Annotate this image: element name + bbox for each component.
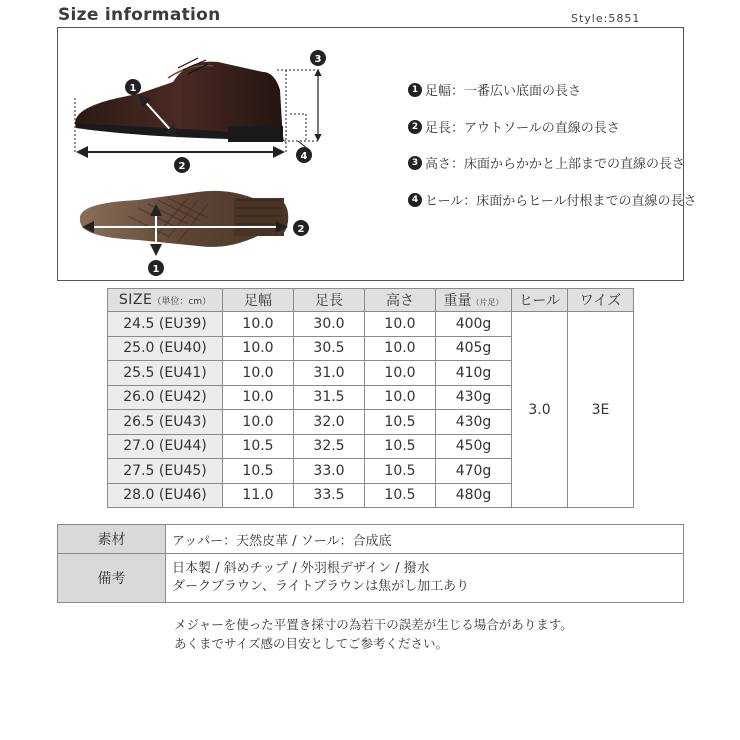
svg-text:1: 1 <box>152 264 160 275</box>
header-length: 足長 <box>294 289 365 312</box>
header-height: 高さ <box>365 289 436 312</box>
size-cell: 27.5 (EU45) <box>108 459 223 484</box>
length-cell: 33.5 <box>294 483 365 508</box>
legend-item-width: 1 足幅：一番広い底面の長さ <box>408 80 581 99</box>
footnote-line-1: メジャーを使った平置き採寸の為若干の誤差が生じる場合があります。 <box>174 617 573 632</box>
measurement-footnote <box>174 615 573 653</box>
shoe-side-view <box>75 58 284 142</box>
width-cell: 10.0 <box>223 385 294 410</box>
weight-cell: 405g <box>436 336 512 361</box>
length-cell: 30.5 <box>294 336 365 361</box>
height-cell: 10.5 <box>365 434 436 459</box>
footnote-line-2: あくまでサイズ感の目安としてご参考ください。 <box>174 636 449 651</box>
marker-2-side <box>174 157 190 173</box>
page-title: Size information <box>58 5 221 25</box>
legend-item-length: 2 足長：アウトソールの直線の長さ <box>408 117 620 136</box>
height-cell: 10.5 <box>365 459 436 484</box>
weight-cell: 480g <box>436 483 512 508</box>
size-cell: 24.5 (EU39) <box>108 312 223 337</box>
heel-cell: 3.0 <box>512 312 568 508</box>
length-cell: 31.0 <box>294 361 365 386</box>
length-cell: 32.0 <box>294 410 365 435</box>
style-code: Style:5851 <box>571 12 641 25</box>
size-cell: 25.5 (EU41) <box>108 361 223 386</box>
width-cell: 10.0 <box>223 312 294 337</box>
material-row <box>58 525 684 554</box>
marker-1-side <box>125 79 141 95</box>
width-cell: 11.0 <box>223 483 294 508</box>
size-cell: 27.0 (EU44) <box>108 434 223 459</box>
material-value: アッパー：天然皮革 / ソール：合成底 <box>166 525 684 554</box>
width-cell: 10.0 <box>223 361 294 386</box>
legend-item-height: 3 高さ：床面からかかと上部までの直線の長さ <box>408 153 685 172</box>
product-info-table <box>57 524 684 603</box>
table-row <box>108 312 634 337</box>
header-heel: ヒール <box>512 289 568 312</box>
svg-text:2: 2 <box>178 161 186 172</box>
notes-line-1: 日本製 / 斜めチップ / 外羽根デザイン / 撥水 <box>172 561 430 576</box>
notes-value <box>166 554 684 603</box>
svg-text:2: 2 <box>297 224 305 235</box>
height-cell: 10.0 <box>365 312 436 337</box>
marker-1-sole <box>148 260 164 276</box>
height-cell: 10.5 <box>365 410 436 435</box>
weight-cell: 400g <box>436 312 512 337</box>
weight-cell: 410g <box>436 361 512 386</box>
length-cell: 32.5 <box>294 434 365 459</box>
length-cell: 33.0 <box>294 459 365 484</box>
marker-2-sole <box>293 220 309 236</box>
header-size: SIZE（単位：cm） <box>108 289 223 312</box>
header-wise: ワイズ <box>568 289 634 312</box>
svg-text:1: 1 <box>129 83 137 94</box>
svg-text:4: 4 <box>300 151 308 162</box>
width-cell: 10.0 <box>223 336 294 361</box>
header-width: 足幅 <box>223 289 294 312</box>
length-cell: 31.5 <box>294 385 365 410</box>
material-label: 素材 <box>58 525 166 554</box>
notes-label: 備考 <box>58 554 166 603</box>
size-cell: 26.5 (EU43) <box>108 410 223 435</box>
height-cell: 10.0 <box>365 385 436 410</box>
header-weight: 重量（片足） <box>436 289 512 312</box>
height-cell: 10.0 <box>365 336 436 361</box>
weight-cell: 470g <box>436 459 512 484</box>
shoe-sole-view <box>80 191 288 247</box>
marker-4 <box>296 147 312 163</box>
weight-cell: 450g <box>436 434 512 459</box>
notes-row <box>58 554 684 603</box>
notes-line-2: ダークブラウン、ライトブラウンは焦がし加工あり <box>172 579 470 594</box>
svg-text:3: 3 <box>314 54 322 65</box>
width-cell: 10.5 <box>223 459 294 484</box>
size-cell: 26.0 (EU42) <box>108 385 223 410</box>
height-cell: 10.5 <box>365 483 436 508</box>
marker-3 <box>310 50 326 66</box>
size-table <box>107 288 634 508</box>
height-cell: 10.0 <box>365 361 436 386</box>
measurement-diagram <box>57 27 697 281</box>
width-cell: 10.0 <box>223 410 294 435</box>
width-cell: 10.5 <box>223 434 294 459</box>
size-cell: 28.0 (EU46) <box>108 483 223 508</box>
legend-item-heel: 4 ヒール：床面からヒール付根までの直線の長さ <box>408 190 696 209</box>
weight-cell: 430g <box>436 385 512 410</box>
size-table-header <box>108 289 634 312</box>
size-cell: 25.0 (EU40) <box>108 336 223 361</box>
length-cell: 30.0 <box>294 312 365 337</box>
weight-cell: 430g <box>436 410 512 435</box>
wise-cell: 3E <box>568 312 634 508</box>
